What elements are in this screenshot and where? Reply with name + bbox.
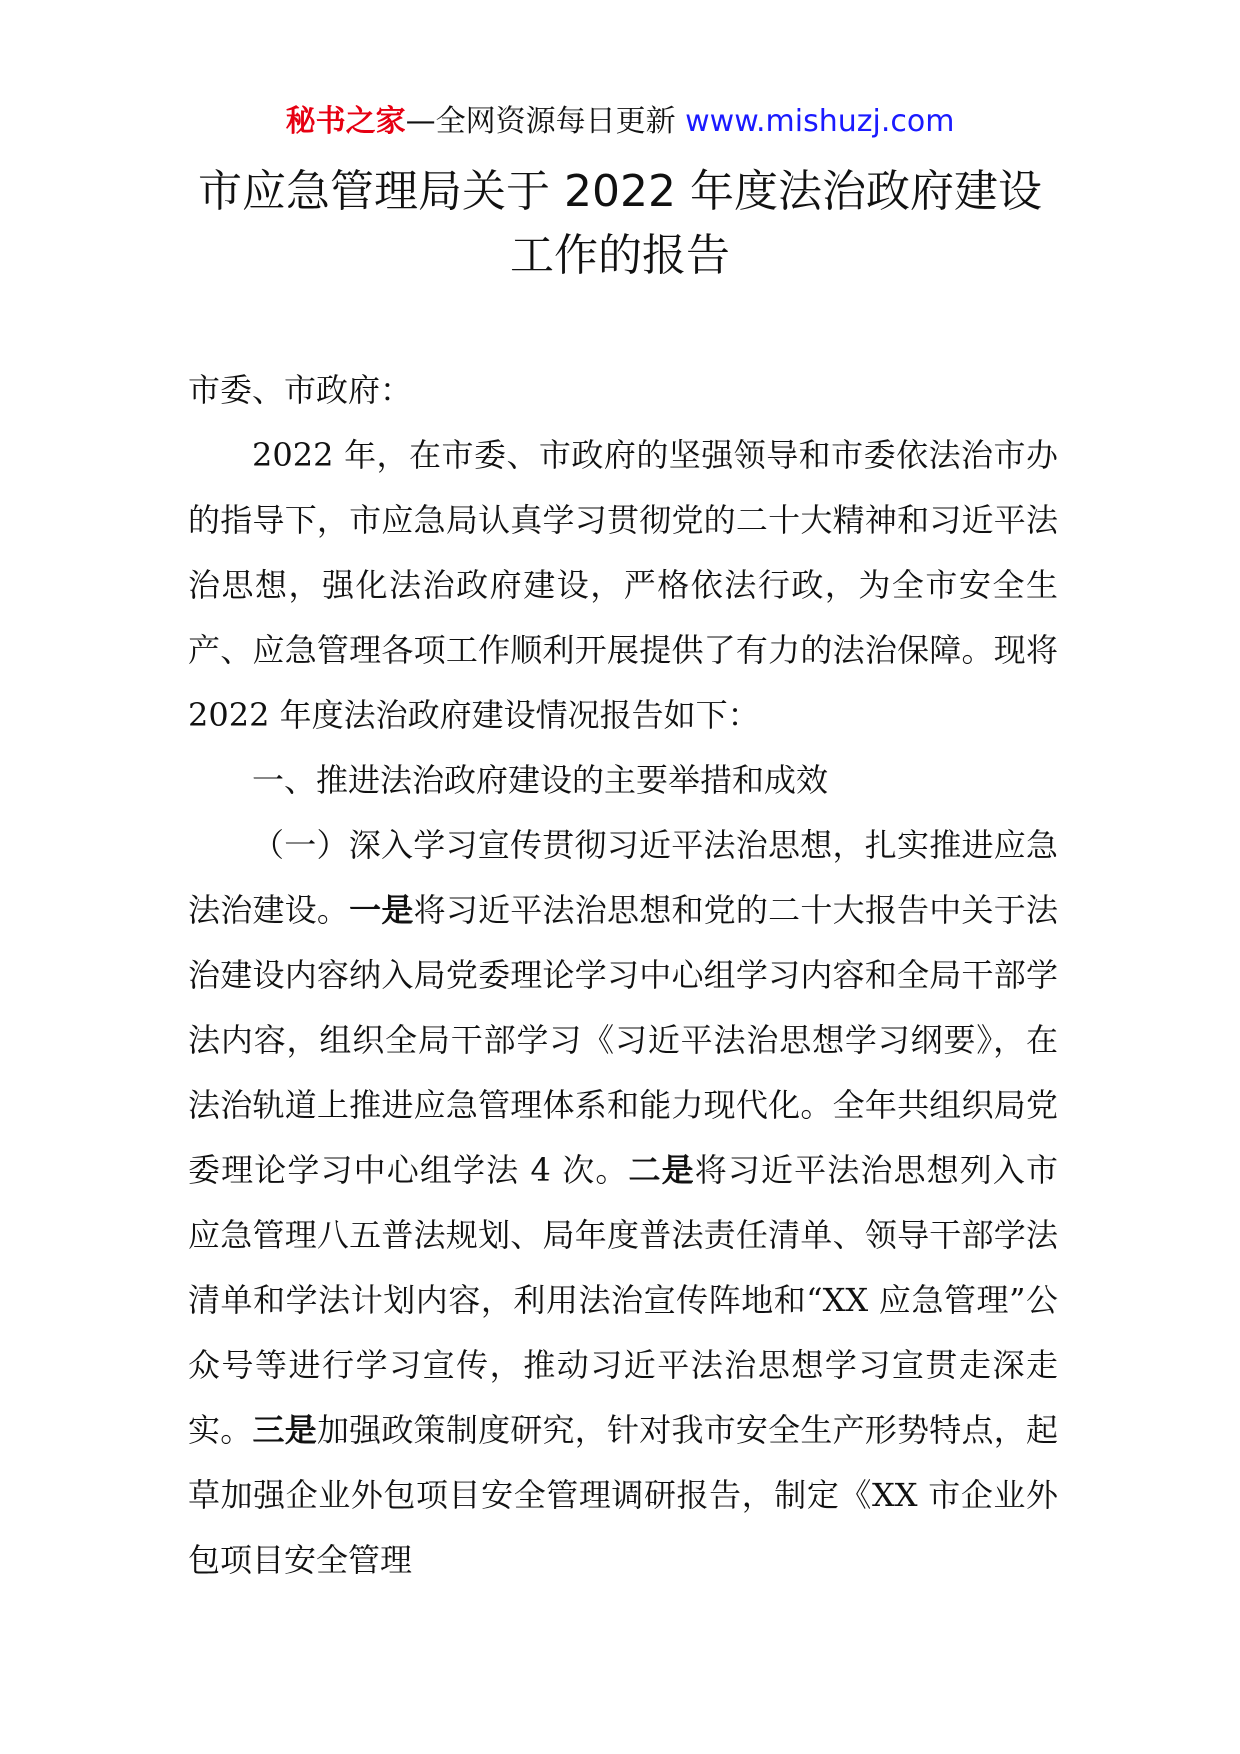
title-line-1: 市应急管理局关于 2022 年度法治政府建设 [198,166,1042,217]
site-header [0,100,1240,144]
point-marker-3: 三是 [252,1411,317,1449]
subsection-1-paragraph [188,813,1058,1593]
title-line-2: 工作的报告 [510,230,730,281]
site-brand: 秘书之家 [285,104,406,139]
salutation: 市委、市政府： [188,371,413,409]
section-heading: 一、推进法治政府建设的主要举措和成效 [252,761,829,799]
intro-paragraph: 2022 年，在市委、市政府的坚强领导和市委依法治市办的指导下，市应急局认真学习贯彻党的二十大精神和习近平法治思想，强化法治政府建设，严格依法行政，为全市安全生产、应急管理各项工作顺利开展提供了有力的法治保障。现将 2022 年度法治政府建设情况报告如下： [188,436,1058,734]
point-marker-2: 二是 [628,1151,695,1189]
document-body [188,358,1058,1593]
subsection-1-lead: （一）深入学习宣传贯彻习近平法治思想，扎实推进应急法治建设。 [188,826,1058,929]
point-text-2: 将习近平法治思想列入市应急管理八五普法规划、局年度普法责任清单、领导干部学法清单和学法计划内容，利用法治宣传阵地和“XX 应急管理”公众号等进行学习宣传，推动习近平法治思想学习宣贯走深走实。 [188,1151,1058,1449]
point-marker-1: 一是 [349,891,414,929]
point-text-1: 将习近平法治思想和党的二十大报告中关于法治建设内容纳入局党委理论学习中心组学习内容和全局干部学法内容，组织全局干部学习《习近平法治思想学习纲要》，在法治轨道上推进应急管理体系和能力现代化。全年共组织局党委理论学习中心组学法 4 次。 [188,891,1058,1189]
site-url-link[interactable]: www.mishuzj.com [685,104,955,139]
document-title [140,160,1100,288]
point-text-3: 加强政策制度研究，针对我市安全生产形势特点，起草加强企业外包项目安全管理调研报告，制定《XX 市企业外包项目安全管理 [188,1411,1058,1579]
site-tagline: —全网资源每日更新 [405,104,686,139]
